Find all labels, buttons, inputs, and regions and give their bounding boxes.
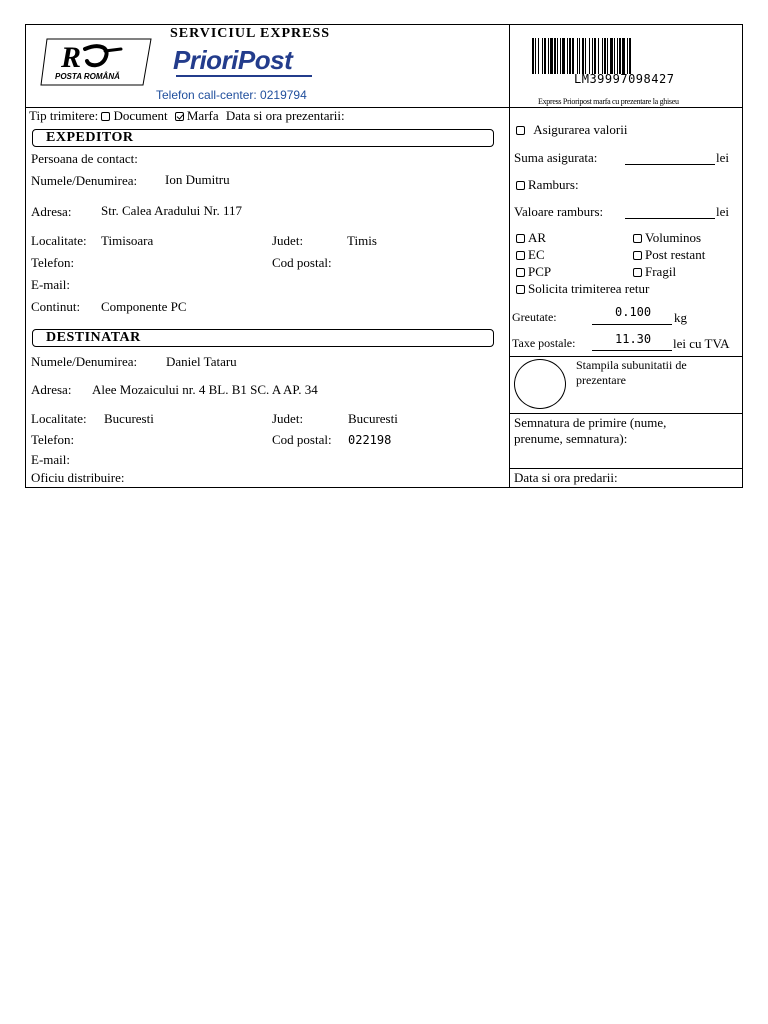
- barcode-bar: [598, 38, 599, 74]
- barcode-bar: [594, 38, 596, 74]
- cod-currency: lei: [716, 204, 729, 219]
- recipient-locality-label: Localitate:: [31, 411, 87, 426]
- recipient-county-label: Judet:: [272, 411, 304, 426]
- header-divider-right: [509, 107, 743, 108]
- contact-person-label: Persoana de contact:: [31, 151, 138, 166]
- post-restant-label: Post restant: [645, 247, 706, 262]
- shipping-form: [25, 24, 743, 488]
- fees-field[interactable]: [592, 350, 672, 351]
- barcode-bar: [535, 38, 536, 74]
- ar-checkbox[interactable]: [516, 234, 525, 243]
- stamp-label: Stampila subunitatii de prezentare: [576, 358, 687, 387]
- barcode-bar: [614, 38, 615, 74]
- shipment-type-label: Tip trimitere:: [29, 108, 99, 123]
- sender-email-label: E-mail:: [31, 277, 70, 292]
- barcode-bar: [532, 38, 534, 74]
- recipient-address: Alee Mozaicului nr. 4 BL. B1 SC. A AP. 34: [92, 382, 318, 397]
- ec-checkbox[interactable]: [516, 251, 525, 260]
- barcode-caption: Express Prioripost marfa cu prezentare la ghiseu: [538, 97, 679, 106]
- fees-unit: lei cu TVA: [673, 336, 730, 351]
- stamp-divider: [509, 356, 743, 357]
- barcode-bar: [542, 38, 543, 74]
- barcode-bar: [567, 38, 568, 74]
- signature-label: Semnatura de primire (nume, prenume, semnatura):: [514, 415, 667, 446]
- cod-checkbox[interactable]: [516, 181, 525, 190]
- document-checkbox[interactable]: [101, 112, 110, 121]
- content-label: Continut:: [31, 299, 81, 314]
- posta-romana-logo: [39, 37, 153, 92]
- barcode-graphic: [532, 38, 726, 74]
- sender-locality-label: Localitate:: [31, 233, 87, 248]
- column-divider: [509, 25, 510, 488]
- sender-name-label: Numele/Denumirea:: [31, 173, 138, 188]
- cod-row: [516, 177, 579, 193]
- barcode-bar: [627, 38, 628, 74]
- delivery-date-label: Data si ora predarii:: [514, 470, 618, 485]
- prioripost-underline: [176, 75, 312, 77]
- barcode-bar: [602, 38, 603, 74]
- stamp-circle: [514, 359, 566, 409]
- barcode-bar: [560, 38, 561, 74]
- fragil-option: [633, 264, 676, 280]
- expeditor-title: EXPEDITOR: [46, 130, 134, 145]
- delivery-divider: [509, 468, 743, 469]
- marfa-checkbox[interactable]: [175, 112, 184, 121]
- posta-logo-text: POSTA ROMÂNĂ: [55, 72, 120, 81]
- return-option: [516, 281, 649, 297]
- barcode-bar: [610, 38, 613, 74]
- weight-unit: kg: [674, 310, 687, 325]
- barcode-bar: [569, 38, 571, 74]
- service-title: SERVICIUL EXPRESS: [170, 26, 331, 41]
- barcode-bar: [629, 38, 631, 74]
- barcode-bar: [592, 38, 593, 74]
- sender-address: Str. Calea Aradului Nr. 117: [101, 203, 243, 218]
- destinatar-title: DESTINATAR: [46, 330, 141, 345]
- barcode-bar: [538, 38, 539, 74]
- signature-divider: [509, 413, 743, 414]
- voluminos-checkbox[interactable]: [633, 234, 642, 243]
- sender-county: Timis: [347, 233, 377, 248]
- document-label: Document: [113, 108, 168, 123]
- shipment-type-row: [29, 108, 345, 124]
- sender-name: Ion Dumitru: [165, 172, 230, 187]
- weight-label: Greutate:: [512, 310, 557, 324]
- recipient-locality: Bucuresti: [104, 411, 154, 426]
- barcode-bar: [554, 38, 556, 74]
- recipient-postal-code: 022198: [348, 433, 392, 447]
- marfa-label: Marfa: [186, 108, 219, 123]
- voluminos-label: Voluminos: [645, 230, 702, 245]
- fees-label: Taxe postale:: [512, 336, 576, 350]
- barcode-bar: [550, 38, 553, 74]
- pcp-label: PCP: [528, 264, 552, 279]
- insured-sum-field[interactable]: [625, 164, 715, 165]
- barcode-bar: [579, 38, 580, 74]
- pcp-checkbox[interactable]: [516, 268, 525, 277]
- sender-county-label: Judet:: [272, 233, 304, 248]
- recipient-name: Daniel Tataru: [166, 354, 237, 369]
- ec-label: EC: [528, 247, 545, 262]
- call-center: Telefon call-center: 0219794: [156, 88, 307, 102]
- insurance-checkbox[interactable]: [516, 126, 525, 135]
- cod-value-label: Valoare ramburs:: [514, 204, 604, 219]
- barcode-bar: [548, 38, 549, 74]
- barcode-bar: [557, 38, 558, 74]
- return-checkbox[interactable]: [516, 285, 525, 294]
- barcode-bar: [585, 38, 586, 74]
- distribution-office-label: Oficiu distribuire:: [31, 470, 125, 485]
- barcode-bar: [589, 38, 590, 74]
- sender-address-label: Adresa:: [31, 204, 72, 219]
- barcode-bar: [562, 38, 565, 74]
- post-restant-option: [633, 247, 705, 263]
- fees-value: 11.30: [615, 332, 652, 346]
- ar-label: AR: [528, 230, 547, 245]
- barcode-bar: [619, 38, 621, 74]
- barcode-bar: [572, 38, 574, 74]
- svg-text:R: R: [61, 41, 82, 74]
- insurance-label: Asigurarea valorii: [533, 122, 628, 137]
- cod-value-field[interactable]: [625, 218, 715, 219]
- recipient-county: Bucuresti: [348, 411, 398, 426]
- prioripost-logo: PrioriPost: [173, 45, 293, 75]
- fragil-label: Fragil: [645, 264, 677, 279]
- pcp-option: [516, 264, 551, 280]
- barcode-bar: [577, 38, 578, 74]
- recipient-email-label: E-mail:: [31, 452, 70, 467]
- post-restant-checkbox[interactable]: [633, 251, 642, 260]
- sender-phone-label: Telefon:: [31, 255, 75, 270]
- voluminos-option: [633, 230, 701, 246]
- presentation-date-label: Data si ora prezentarii:: [225, 108, 345, 123]
- barcode-bar: [622, 38, 625, 74]
- barcode-bar: [617, 38, 618, 74]
- tracking-number: LM39997098427: [574, 72, 675, 86]
- fragil-checkbox[interactable]: [633, 268, 642, 277]
- insured-sum-currency: lei: [716, 150, 729, 165]
- barcode-bar: [582, 38, 584, 74]
- insured-sum-label: Suma asigurata:: [514, 150, 598, 165]
- weight-field[interactable]: [592, 324, 672, 325]
- return-label: Solicita trimiterea retur: [528, 281, 650, 296]
- ec-option: [516, 247, 545, 263]
- recipient-address-label: Adresa:: [31, 382, 72, 397]
- barcode-bar: [604, 38, 606, 74]
- weight-value: 0.100: [615, 305, 652, 319]
- recipient-postal-label: Cod postal:: [272, 432, 332, 447]
- recipient-phone-label: Telefon:: [31, 432, 75, 447]
- ar-option: [516, 230, 546, 246]
- sender-locality: Timisoara: [101, 233, 154, 248]
- barcode-bar: [544, 38, 546, 74]
- recipient-name-label: Numele/Denumirea:: [31, 354, 138, 369]
- cod-label: Ramburs:: [528, 177, 579, 192]
- insurance-row: [516, 122, 627, 138]
- sender-postal-label: Cod postal:: [272, 255, 332, 270]
- barcode-bar: [607, 38, 608, 74]
- content-value: Componente PC: [101, 299, 187, 314]
